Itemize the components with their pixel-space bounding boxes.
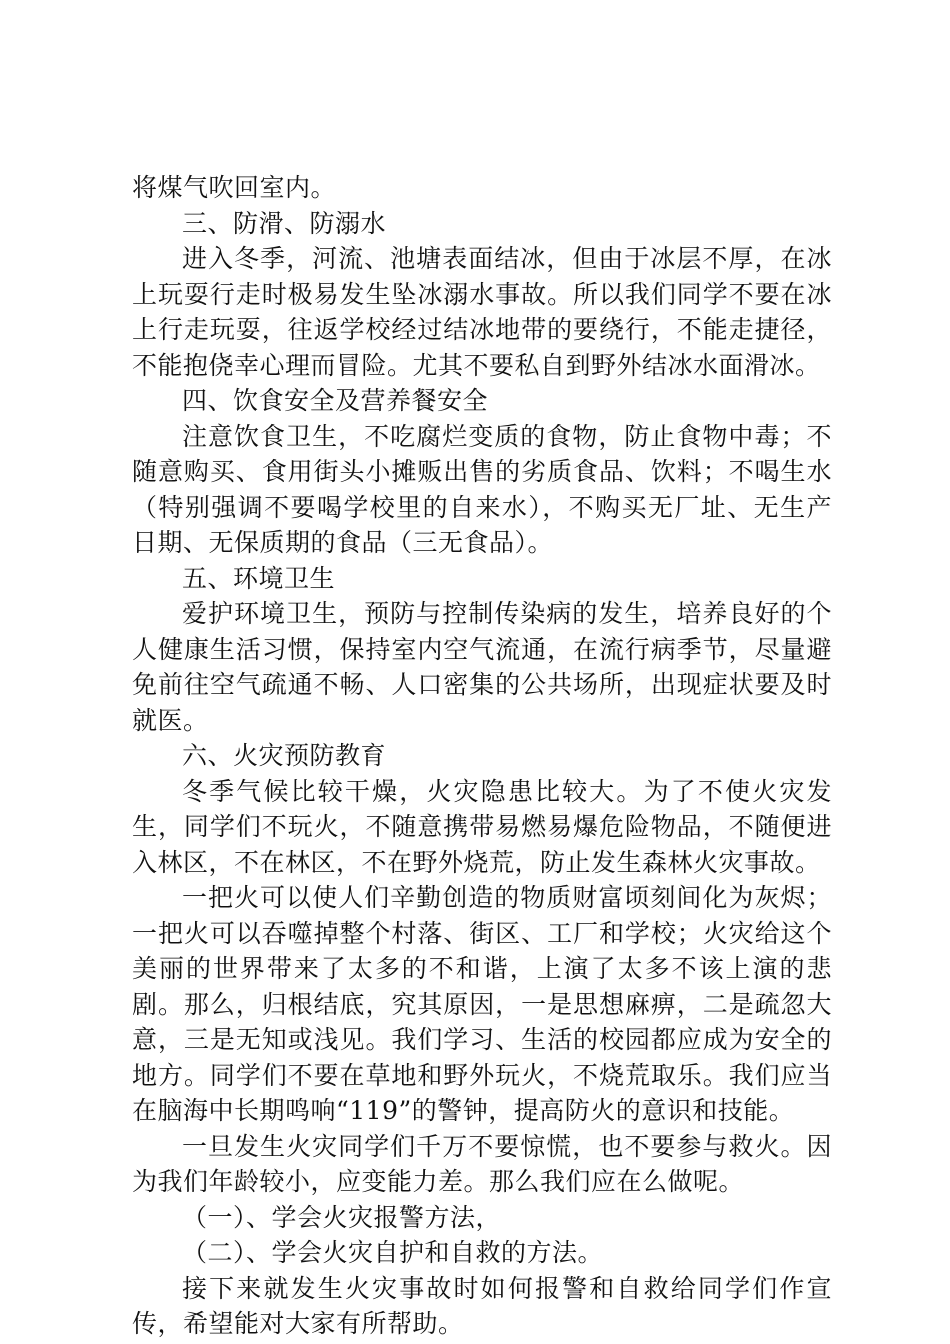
paragraph: 进入冬季，河流、池塘表面结冰，但由于冰层不厚，在冰上玩耍行走时极易发生坠冰溺水事故。所以我们同学不要在冰上行走玩耍，往返学校经过结冰地带的要绕行，不能走捷径，不能抱侥幸心理而冒险。尤其不要私自到野外结冰水面滑冰。 <box>132 244 832 380</box>
paragraph: 一旦发生火灾同学们千万不要惊慌，也不要参与救火。因为我们年龄较小，应变能力差。那么我们应在么做呢。 <box>132 1131 832 1196</box>
section-heading: 四、饮食安全及营养餐安全 <box>182 386 489 415</box>
section-heading: 六、火灾预防教育 <box>182 741 387 770</box>
document-body <box>132 170 832 1342</box>
section-heading: 五、环境卫生 <box>182 563 336 593</box>
paragraph: 将煤气吹回室内。 <box>132 173 337 202</box>
section-heading: 三、防滑、防溺水 <box>182 208 387 238</box>
paragraph: 接下来就发生火灾事故时如何报警和自救给同学们作宣传，希望能对大家有所帮助。 <box>132 1273 832 1338</box>
paragraph: 爱护环境卫生，预防与控制传染病的发生，培养良好的个人健康生活习惯，保持室内空气流通，在流行病季节，尽量避免前往空气疏通不畅、人口密集的公共场所，出现症状要及时就医。 <box>132 599 832 735</box>
list-item: （一）、学会火灾报警方法， <box>182 1202 502 1232</box>
paragraph: 冬季气候比较干燥，火灾隐患比较大。为了不使火灾发生，同学们不玩火，不随意携带易燃易爆危险物品，不随便进入林区，不在林区，不在野外烧荒，防止发生森林火灾事故。 <box>132 776 832 877</box>
paragraph: 一把火可以使人们辛勤创造的物质财富顷刻间化为灰烬；一把火可以吞噬掉整个村落、街区、工厂和学校；火灾给这个美丽的世界带来了太多的不和谐，上演了太多不该上演的悲剧。那么，归根结底，究其原因，一是思想麻痹，二是疏忽大意，三是无知或浅见。我们学习、生活的校园都应成为安全的地方。同学们不要在草地和野外玩火，不烧荒取乐。我们应当在脑海中长期鸣响“119”的警钟，提高防火的意识和技能。 <box>132 883 832 1125</box>
paragraph: 注意饮食卫生，不吃腐烂变质的食物，防止食物中毒；不随意购买、食用街头小摊贩出售的劣质食品、饮料；不喝生水（特别强调不要喝学校里的自来水），不购买无厂址、无生产日期、无保质期的食品（三无食品）。 <box>132 421 832 557</box>
list-item: （二）、学会火灾自护和自救的方法。 <box>182 1238 604 1267</box>
